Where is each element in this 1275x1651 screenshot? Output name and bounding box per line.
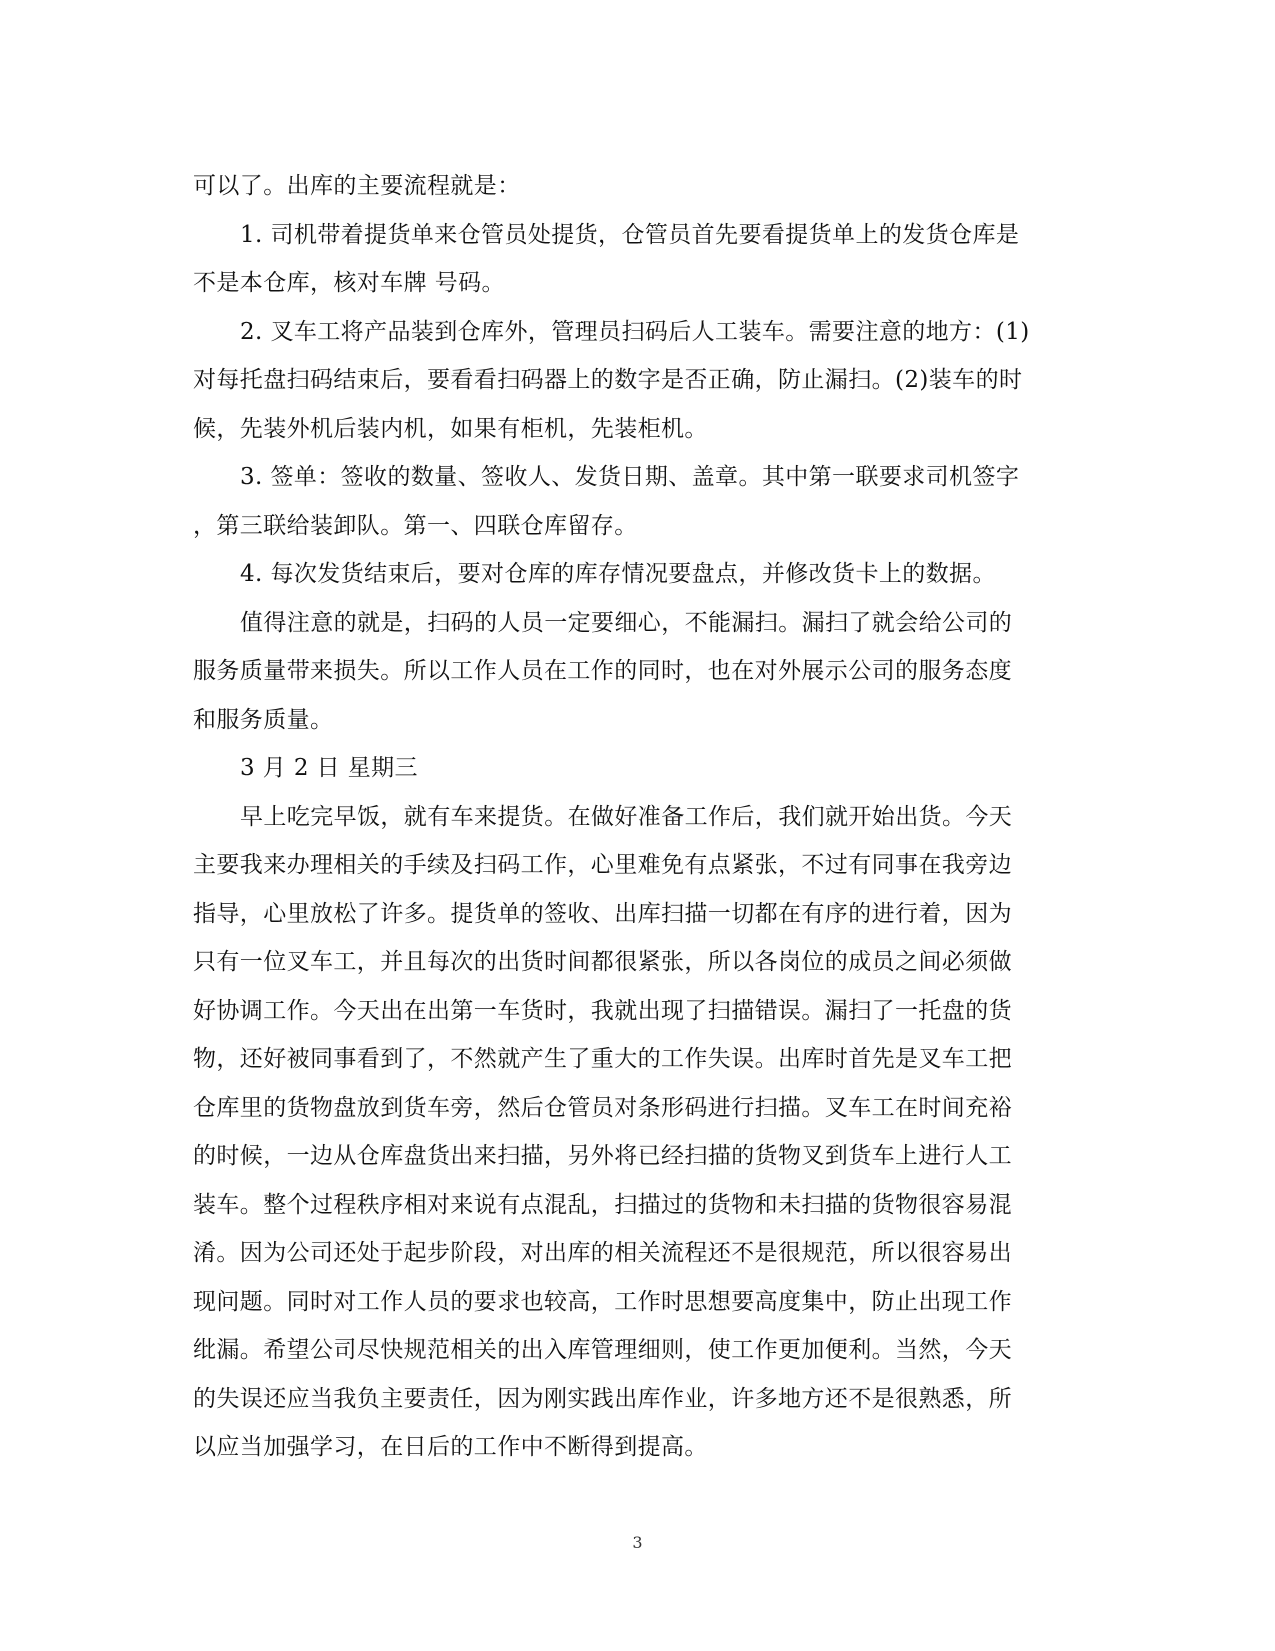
text-line: 淆。因为公司还处于起步阶段，对出库的相关流程还不是很规范，所以很容易出 <box>193 1240 1012 1266</box>
text-line: 不是本仓库，核对车牌 号码。 <box>193 270 505 296</box>
text-line: 的时候，一边从仓库盘货出来扫描，另外将已经扫描的货物叉到货车上进行人工 <box>193 1143 1012 1169</box>
text-line: 以应当加强学习，在日后的工作中不断得到提高。 <box>193 1434 708 1460</box>
text-line: 1. 司机带着提货单来仓管员处提货，仓管员首先要看提货单上的发货仓库是 <box>240 221 1020 248</box>
document-body <box>193 162 1083 1472</box>
text-line: 指导，心里放松了许多。提货单的签收、出库扫描一切都在有序的进行着，因为 <box>193 900 1012 927</box>
text-line: 可以了。出库的主要流程就是： <box>193 173 521 199</box>
text-line: 对每托盘扫码结束后，要看看扫码器上的数字是否正确，防止漏扫。(2)装车的时 <box>193 367 1023 393</box>
text-line: 和服务质量。 <box>193 706 334 733</box>
text-line: 4. 每次发货结束后，要对仓库的库存情况要盘点，并修改货卡上的数据。 <box>240 561 996 587</box>
text-line: ，第三联给装卸队。第一、四联仓库留存。 <box>193 512 638 539</box>
text-line: 3. 签单：签收的数量、签收人、发货日期、盖章。其中第一联要求司机签字 <box>240 464 1020 490</box>
text-line: 值得注意的就是，扫码的人员一定要细心，不能漏扫。漏扫了就会给公司的 <box>240 609 1013 636</box>
text-line: 的失误还应当我负主要责任，因为刚实践出库作业，许多地方还不是很熟悉，所 <box>193 1385 1012 1412</box>
text-line: 现问题。同时对工作人员的要求也较高，工作时思想要高度集中，防止出现工作 <box>193 1288 1012 1315</box>
text-line: 服务质量带来损失。所以工作人员在工作的同时，也在对外展示公司的服务态度 <box>193 658 1012 684</box>
text-line: 好协调工作。今天出在出第一车货时，我就出现了扫描错误。漏扫了一托盘的货 <box>193 997 1012 1024</box>
text-line: 只有一位叉车工，并且每次的出货时间都很紧张，所以各岗位的成员之间必须做 <box>193 949 1012 975</box>
text-line: 早上吃完早饭，就有车来提货。在做好准备工作后，我们就开始出货。今天 <box>240 803 1013 830</box>
text-line: 纰漏。希望公司尽快规范相关的出入库管理细则，使工作更加便利。当然，今天 <box>193 1337 1012 1363</box>
page-number: 3 <box>632 1533 643 1552</box>
date-heading: 3 月 2 日 星期三 <box>240 755 418 781</box>
text-line: 仓库里的货物盘放到货车旁，然后仓管员对条形码进行扫描。叉车工在时间充裕 <box>193 1094 1012 1121</box>
text-line: 物，还好被同事看到了，不然就产生了重大的工作失误。出库时首先是叉车工把 <box>193 1046 1012 1072</box>
text-line: 装车。整个过程秩序相对来说有点混乱，扫描过的货物和未扫描的货物很容易混 <box>193 1191 1012 1218</box>
text-line: 候，先装外机后装内机，如果有柜机，先装柜机。 <box>193 415 708 442</box>
text-line: 主要我来办理相关的手续及扫码工作，心里难免有点紧张，不过有同事在我旁边 <box>193 852 1012 878</box>
text-line: 2. 叉车工将产品装到仓库外，管理员扫码后人工装车。需要注意的地方：(1) <box>240 318 1030 345</box>
